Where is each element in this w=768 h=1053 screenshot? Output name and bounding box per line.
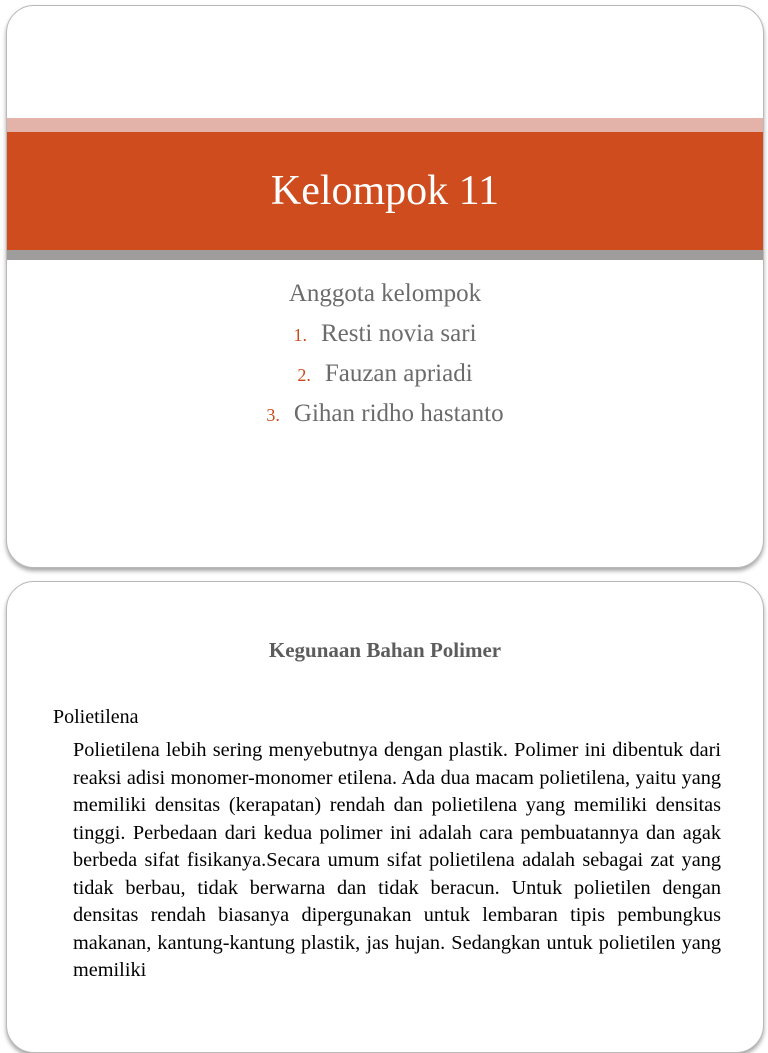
list-item-number: 3. bbox=[266, 405, 280, 425]
section-heading: Polietilena bbox=[53, 706, 139, 728]
list-item-number: 2. bbox=[297, 365, 311, 385]
list-item-text: Resti novia sari bbox=[320, 320, 477, 347]
slide-2 bbox=[6, 581, 764, 1053]
body-paragraph: Polietilena lebih sering menyebutnya dengan plastik. Polimer ini dibentuk dari reaksi adisi monomer-monomer etilena. Ada dua macam polietilena, yaitu yang memiliki densitas (kerapatan) rendah dan polietilena yang memiliki densitas tinggi. Perbedaan dari kedua polimer ini adalah cara pembuatannya dan agak berbeda sifat fisikanya.Secara umum sifat polietilena adalah sebagai zat yang tidak berbau, tidak berwarna dan tidak beracun. Untuk polietilen dengan densitas rendah biasanya dipergunakan untuk lembaran tipis pembungkus makanan, kantung-kantung plastik, jas hujan. Sedangkan untuk polietilen yang memiliki bbox=[73, 739, 721, 981]
slide-title: Kegunaan Bahan Polimer bbox=[268, 638, 502, 662]
list-item-text: Fauzan apriadi bbox=[324, 360, 473, 387]
list-item-number: 1. bbox=[293, 325, 307, 345]
slide-1 bbox=[6, 5, 764, 568]
member-list bbox=[7, 314, 763, 434]
slide-title: Kelompok 11 bbox=[270, 168, 500, 214]
member-list-section bbox=[7, 274, 763, 434]
list-item bbox=[7, 394, 763, 434]
member-list-heading: Anggota kelompok bbox=[288, 280, 482, 307]
list-item-text: Gihan ridho hastanto bbox=[293, 400, 504, 427]
title-band-top-stripe bbox=[7, 118, 763, 132]
list-item bbox=[7, 354, 763, 394]
title-band-bottom-stripe bbox=[7, 250, 763, 260]
list-item bbox=[7, 314, 763, 354]
title-band bbox=[7, 132, 763, 250]
